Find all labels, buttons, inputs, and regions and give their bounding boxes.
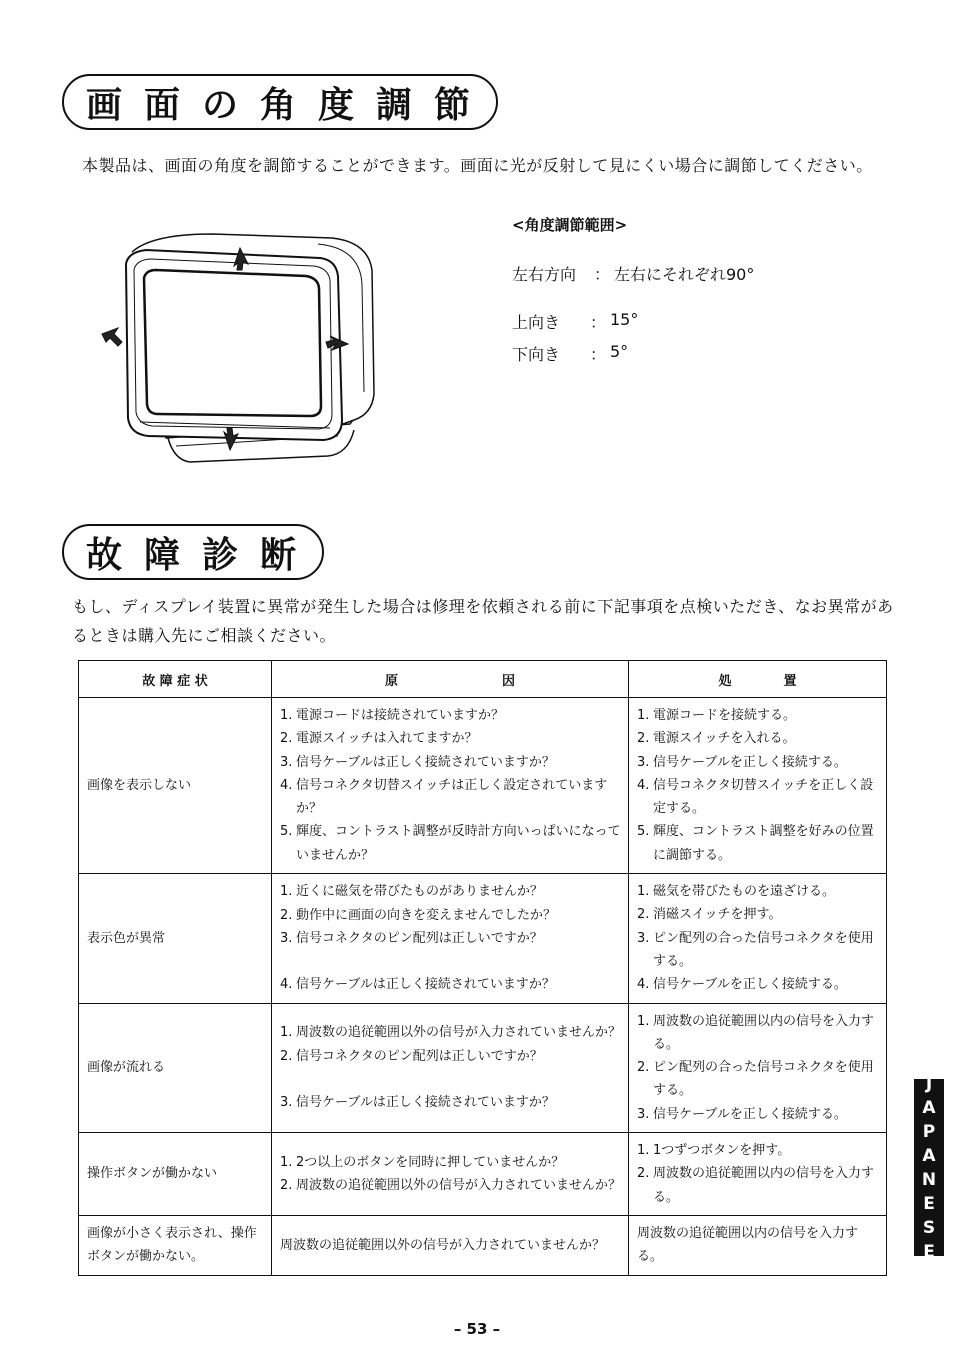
list-item [637, 1139, 880, 1162]
side-tab-letter: N [921, 1169, 937, 1190]
item-text: ピン配列の合った信号コネクタを使用する。 [653, 1060, 874, 1099]
cause-cell [272, 1133, 629, 1216]
header-symptom: 故 障 症 状 [79, 661, 272, 698]
item-text: 電源スイッチは入れてますか？ [296, 731, 478, 747]
range-value: 左右にそれぞれ90° [614, 265, 755, 284]
item-number: 4. [637, 777, 650, 793]
item-number: 4. [280, 977, 293, 993]
table-row [79, 874, 887, 1003]
list-item [637, 1103, 880, 1126]
remedy-cell [629, 1003, 887, 1132]
side-tab-letter: S [922, 1217, 936, 1238]
symptom-cell: 操作ボタンが働かない [79, 1133, 272, 1216]
cause-cell [272, 1003, 629, 1132]
item-text: 周波数の追従範囲以外の信号が入力されていませんか？ [296, 1025, 622, 1041]
range-row-downward [512, 342, 628, 365]
list-item [280, 727, 622, 750]
side-tab-letter: A [922, 1097, 936, 1118]
symptom-cell: 画像が流れる [79, 1003, 272, 1132]
list-item [637, 973, 880, 996]
list-item [280, 904, 622, 927]
remedy-cell [629, 1133, 887, 1216]
item-text: 電源コードを接続する。 [653, 708, 797, 723]
troubleshooting-description: もし、ディスプレイ装置に異常が発生した場合は修理を依頼される前に下記事項を点検いただき、なお異常があるときは購入先にご相談ください。 [72, 597, 894, 645]
list-item [637, 927, 880, 974]
item-text: 信号コネクタ切替スイッチは正しく設定されていますか？ [296, 777, 608, 817]
item-text: 1つずつボタンを押す。 [653, 1143, 791, 1159]
item-text: 信号ケーブルは正しく接続されていますか？ [296, 1094, 555, 1110]
item-text: 信号コネクタのピン配列は正しいですか？ [296, 930, 543, 946]
range-value: 15° [610, 310, 639, 329]
item-text: 信号コネクタのピン配列は正しいですか？ [296, 1048, 543, 1064]
item-number: 3. [637, 754, 650, 770]
item-number: 1. [280, 1025, 293, 1041]
range-row-upward [512, 310, 638, 333]
item-number: 5. [637, 824, 650, 840]
item-text: 電源スイッチを入れる。 [653, 731, 796, 747]
item-number: 3. [280, 930, 293, 946]
item-number: 1. [280, 884, 293, 900]
monitor-illustration [92, 224, 392, 492]
table-row [79, 1215, 887, 1275]
range-label: 上向き [512, 313, 561, 332]
list-item [637, 1010, 880, 1057]
item-number: 2. [637, 907, 650, 923]
list-item [280, 1174, 622, 1197]
item-number: 2. [280, 1048, 293, 1064]
section-title-angle-adjustment: 画面の角度調節 [62, 74, 498, 130]
item-text: 動作中に画面の向きを変えませんでしたか？ [296, 907, 557, 923]
table-row [79, 1133, 887, 1216]
item-number: 1. [280, 1154, 293, 1170]
range-colon: ： [590, 345, 607, 364]
side-tab-letter: A [922, 1145, 936, 1166]
side-tab-letter: E [923, 1241, 935, 1262]
item-number: 1. [637, 1143, 650, 1159]
item-text: 信号ケーブルを正しく接続する。 [653, 977, 847, 993]
symptom-cell: 画像が小さく表示され、操作ボタンが働かない。 [79, 1215, 272, 1275]
remedy-cell: 周波数の追従範囲以内の信号を入力する。 [629, 1215, 887, 1275]
list-item [637, 751, 880, 774]
list-item [637, 774, 880, 821]
item-text: 周波数の追従範囲以外の信号が入力されていませんか？ [296, 1177, 622, 1193]
symptom-cell: 画像を表示しない [79, 698, 272, 874]
item-number: 4. [637, 977, 650, 993]
table-header-row [79, 661, 887, 698]
list-item [280, 1151, 622, 1174]
item-text: 信号ケーブルは正しく接続されていますか？ [296, 977, 555, 993]
page-number: – 53 – [453, 1320, 501, 1338]
table-row [79, 1003, 887, 1132]
list-item [280, 774, 622, 821]
language-side-tab [914, 1073, 944, 1262]
section-title-troubleshooting: 故障診断 [62, 524, 324, 580]
list-item [280, 704, 622, 727]
range-label: 下向き [512, 345, 561, 364]
range-row-horizontal [512, 262, 754, 285]
item-text: 輝度、コントラスト調整が反時計方向いっぱいになっていませんか？ [296, 824, 621, 863]
item-text: 周波数の追従範囲以内の信号を入力する。 [653, 1013, 875, 1052]
list-item [280, 751, 622, 774]
item-text: 消磁スイッチを押す。 [653, 907, 782, 923]
list-item [637, 880, 880, 903]
item-number: 1. [637, 708, 650, 723]
list-item [280, 927, 622, 950]
item-number: 5. [280, 824, 293, 840]
item-text: ピン配列の合った信号コネクタを使用する。 [653, 930, 874, 969]
item-number: 2. [280, 1177, 293, 1193]
troubleshooting-table [78, 660, 887, 1276]
item-number: 3. [280, 754, 293, 770]
angle-range-heading: <角度調節範囲> [512, 216, 628, 234]
item-text: 信号ケーブルを正しく接続する。 [653, 754, 847, 770]
item-number: 2. [280, 907, 293, 923]
item-text: 輝度、コントラスト調整を好みの位置に調節する。 [653, 824, 874, 863]
list-item [637, 1162, 880, 1209]
list-item [637, 727, 880, 750]
remedy-cell [629, 874, 887, 1003]
item-text: 周波数の追従範囲以内の信号を入力する。 [653, 1166, 875, 1205]
list-item [280, 880, 622, 903]
range-colon: ： [590, 313, 607, 332]
list-item [280, 1045, 622, 1068]
range-colon: ： [594, 265, 611, 284]
item-number: 3. [637, 930, 650, 946]
angle-description: 本製品は、画面の角度を調節することができます。画面に光が反射して見にくい場合に調節してください。 [82, 156, 873, 175]
item-text: 信号ケーブルは正しく接続されていますか？ [296, 754, 555, 770]
list-item [637, 1056, 880, 1103]
list-item [280, 1091, 622, 1114]
item-number: 3. [637, 1106, 650, 1122]
list-item [637, 704, 880, 727]
cause-cell: 周波数の追従範囲以外の信号が入力されていませんか？ [272, 1215, 629, 1275]
range-value: 5° [610, 342, 629, 361]
list-item [280, 973, 622, 996]
cause-cell [272, 874, 629, 1003]
side-tab-letter: E [923, 1193, 935, 1214]
item-number: 3. [280, 1094, 293, 1110]
item-text: 2つ以上のボタンを同時に押していませんか？ [296, 1154, 565, 1170]
item-text: 電源コードは接続されていますか？ [296, 708, 505, 723]
list-item [637, 820, 880, 867]
item-number: 1. [637, 884, 650, 900]
list-item [637, 903, 880, 926]
list-item [280, 1021, 622, 1044]
side-tab-letter: P [922, 1121, 936, 1142]
item-number: 1. [280, 708, 293, 723]
symptom-cell: 表示色が異常 [79, 874, 272, 1003]
item-number: 4. [280, 777, 293, 793]
item-text: 磁気を帯びたものを遠ざける。 [653, 884, 836, 900]
cause-cell [272, 698, 629, 874]
item-text: 近くに磁気を帯びたものがありませんか？ [296, 884, 544, 900]
item-number: 2. [637, 1060, 650, 1076]
header-cause: 原 因 [272, 661, 629, 698]
remedy-cell [629, 698, 887, 874]
table-row [79, 698, 887, 874]
item-text: 信号コネクタ切替スイッチを正しく設定する。 [653, 777, 874, 817]
item-text: 信号ケーブルを正しく接続する。 [653, 1106, 847, 1122]
item-number: 2. [637, 1166, 650, 1182]
item-number: 2. [280, 731, 293, 747]
range-label: 左右方向 [512, 265, 577, 284]
list-item [280, 820, 622, 867]
item-number: 1. [637, 1013, 650, 1029]
header-remedy: 処 置 [629, 661, 887, 698]
side-tab-letter: J [925, 1073, 933, 1094]
item-number: 2. [637, 731, 650, 747]
